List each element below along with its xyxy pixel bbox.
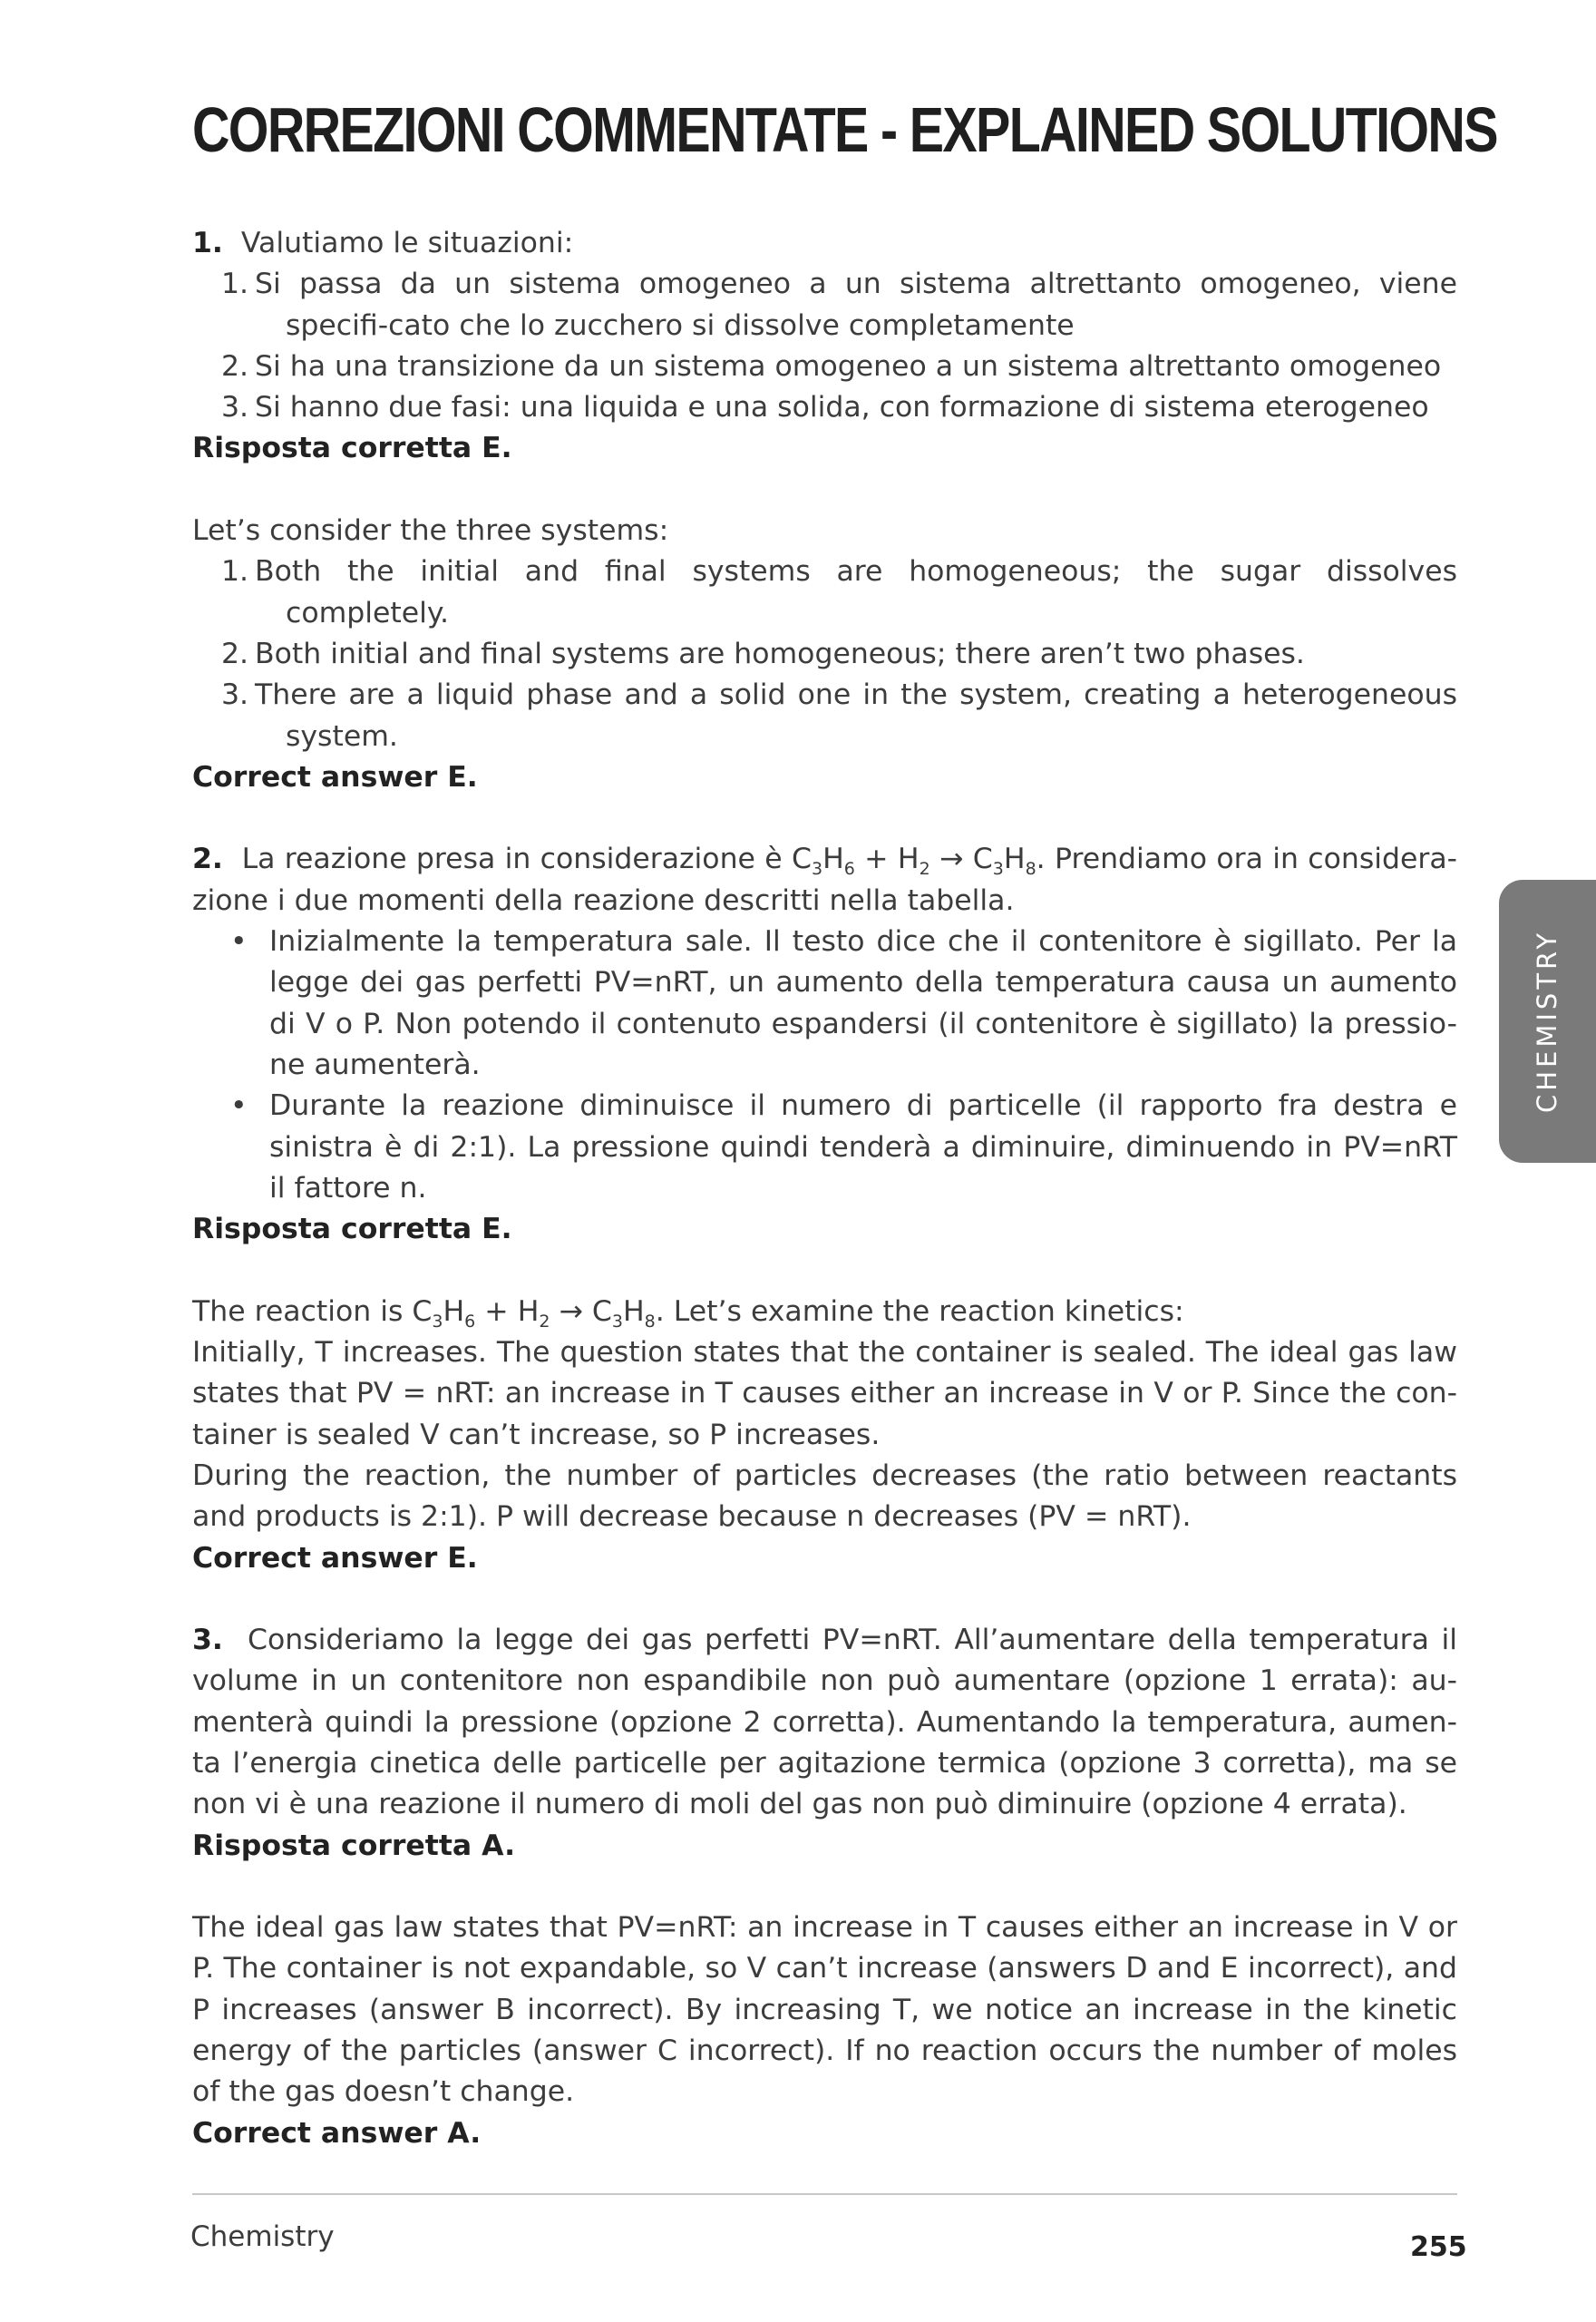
q3-text-en: The ideal gas law states that PV=nRT: an increase in T causes either an increase in V or P. The container is not expandable, so V can’t increase (answers D and E incorrect), and P increases (answer B incorrect). By increasing T, we notice an increase in the kinetic energy of the particles (answer C incorrect). If no reaction occurs the number of moles of the gas doesn’t change. [192,1911,1457,2109]
reaction-formula: $C_3H_6 + H_2 \to C_3H_8$ [412,1294,656,1332]
q1-answer-en: Correct answer E. [192,760,478,794]
list-item: • Durante la reazione diminuisce il numero di particelle (il rapporto fra destra e sinistra è di 2:1). La pressione quindi tenderà a diminuire, diminuendo in PV=nRT il fattore n. [192,1086,1457,1209]
q3-text-it: 3. Consideriamo la legge dei gas perfetti PV=nRT. All’aumentare della temperatura il volume in un contenitore non espandibile non può aumentare (opzione 1 errata): au-menterà quindi la pressione (opzione 2 corretta). Aumentando la temperatura, aumen-ta l’energia cinetica delle particelle per agitazione termica (opzione 3 corretta), ma se non vi è una reazione il numero di moli del gas non può diminuire (opzione 4 errata). [192,1624,1458,1821]
q2-en-paragraph-2: During the reaction, the number of particles decreases (the ratio between reactants and products is 2:1). P will decrease because n decreases (PV = nRT). [192,1459,1457,1534]
reaction-formula: $C_3H_6 + H_2 \to C_3H_8$ [791,843,1036,880]
q2-answer-it: Risposta corretta E. [192,1213,512,1246]
q3-number: 3. [192,1624,223,1657]
section-side-tab [1499,880,1596,1163]
q1-list-it [192,264,1457,428]
list-item: 2. Both initial and final systems are homogeneous; there aren’t two phases. [221,637,1305,670]
q1-intro-it: 1. Valutiamo le situazioni: [192,227,574,259]
footer-section-name: Chemistry [190,2220,335,2253]
q1-list-en [192,551,1457,756]
solutions-content [192,223,1457,2154]
page-title: CORREZIONI COMMENTATE - EXPLAINED SOLUTIONS [192,94,1497,165]
bullet-icon: • [230,1089,248,1123]
q1-intro-en: Let’s consider the three systems: [192,514,669,548]
q2-number: 2. [192,843,223,876]
q2-answer-en: Correct answer E. [192,1541,478,1575]
page-number: 255 [1410,2231,1467,2263]
list-item: 1. Both the initial and final systems are homogeneous; the sugar dissolves completely. [221,555,1457,629]
q1-number: 1. [192,227,223,259]
list-item: 3. Si hanno due fasi: una liquida e una solida, con formazione di sistema eterogeneo [221,391,1429,424]
q2-en-paragraph-1: Initially, T increases. The question states that the container is sealed. The ideal gas law states that PV = nRT: an increase in T causes either an increase in V or P. Since the con-tainer is sealed V can’t increase, so P increases. [192,1336,1457,1451]
footer-divider [192,2193,1457,2195]
q1-answer-it: Risposta corretta E. [192,432,512,465]
bullet-icon: • [230,925,248,959]
list-item: 3. There are a liquid phase and a solid one in the system, creating a heterogeneous system. [221,678,1457,753]
q2-bullets-it [192,922,1457,1209]
q2-en-intro: The reaction is $C_3H_6 + H_2 \to C_3H_8$. Let’s examine the reaction kinetics: [192,1294,1184,1332]
list-item: 2. Si ha una transizione da un sistema omogeneo a un sistema altrettanto omogeneo [221,349,1442,383]
q3-answer-en: Correct answer A. [192,2116,482,2150]
section-side-tab-label: CHEMISTRY [1532,929,1562,1114]
list-item: • Inizialmente la temperatura sale. Il testo dice che il contenitore è sigillato. Per la legge dei gas perfetti PV=nRT, un aumento della temperatura causa un aumento di V o P. Non potendo il contenuto espandersi (il contenitore è sigillato) la pressio-ne aumenterà. [192,922,1457,1086]
q2-intro-it: 2. La reazione presa in considerazione è $C_3H_6 + H_2 \to C_3H_8$. Prendiamo ora in considera-zione i due momenti della reazione descritti nella tabella. [192,843,1458,917]
list-item: 1. Si passa da un sistema omogeneo a un sistema altrettanto omogeneo, viene specifi-cato che lo zucchero si dissolve completamente [221,268,1457,342]
q3-answer-it: Risposta corretta A. [192,1829,516,1862]
